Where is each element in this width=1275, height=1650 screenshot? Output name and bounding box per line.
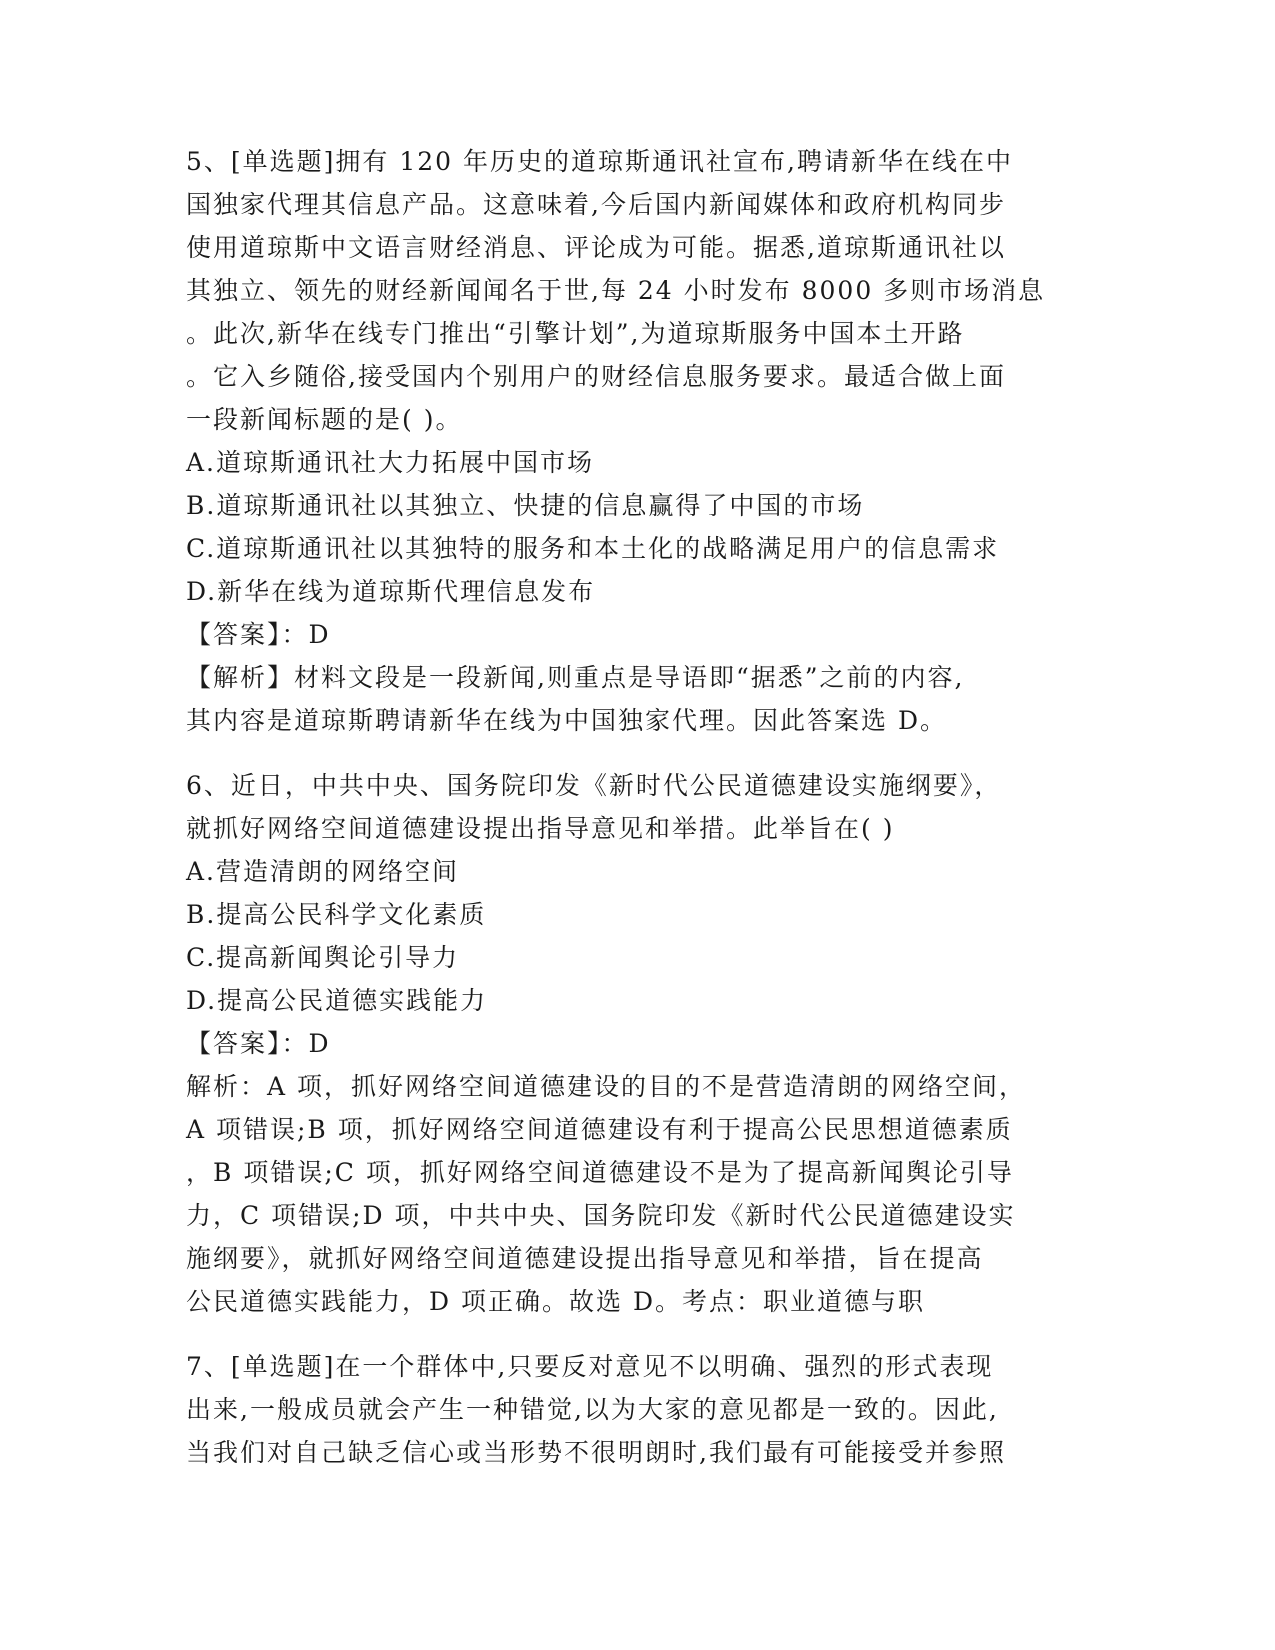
text-line: 7、[单选题]在一个群体中,只要反对意见不以明确、强烈的形式表现 bbox=[186, 1352, 994, 1381]
analysis-line: 其内容是道琼斯聘请新华在线为中国独家代理。因此答案选 D。 bbox=[186, 706, 947, 735]
answer-line: 【答案】：D bbox=[186, 620, 331, 649]
option-d: D.提高公民道德实践能力 bbox=[186, 986, 488, 1015]
option-c: C.道琼斯通讯社以其独特的服务和本土化的战略满足用户的信息需求 bbox=[186, 534, 1000, 563]
text-line: 。此次,新华在线专门推出“引擎计划”,为道琼斯服务中国本土开路 bbox=[186, 319, 965, 348]
analysis-line: 力，C 项错误;D 项，中共中央、国务院印发《新时代公民道德建设实 bbox=[186, 1201, 1016, 1230]
text-line: 5、[单选题]拥有 120 年历史的道琼斯通讯社宣布,聘请新华在线在中 bbox=[186, 147, 1013, 176]
analysis-line: 【解析】材料文段是一段新闻,则重点是导语即“据悉”之前的内容, bbox=[186, 663, 965, 692]
option-c: C.提高新闻舆论引导力 bbox=[186, 943, 460, 972]
question-6 bbox=[186, 764, 1086, 1323]
text-line: 6、近日，中共中央、国务院印发《新时代公民道德建设实施纲要》， bbox=[186, 771, 1002, 800]
option-a: A.道琼斯通讯社大力拓展中国市场 bbox=[186, 448, 595, 477]
option-a: A.营造清朗的网络空间 bbox=[186, 857, 460, 886]
analysis-line: 公民道德实践能力，D 项正确。故选 D。考点：职业道德与职 bbox=[186, 1287, 925, 1316]
answer-line: 【答案】：D bbox=[186, 1029, 331, 1058]
text-line: 当我们对自己缺乏信心或当形势不很明朗时,我们最有可能接受并参照 bbox=[186, 1438, 1006, 1467]
text-line: 国独家代理其信息产品。这意味着,今后国内新闻媒体和政府机构同步 bbox=[186, 190, 1006, 219]
text-line: 使用道琼斯中文语言财经消息、评论成为可能。据悉,道琼斯通讯社以 bbox=[186, 233, 1006, 262]
option-d: D.新华在线为道琼斯代理信息发布 bbox=[186, 577, 596, 606]
analysis-line: A 项错误;B 项，抓好网络空间道德建设有利于提高公民思想道德素质 bbox=[186, 1115, 1013, 1144]
analysis-line: 施纲要》，就抓好网络空间道德建设提出指导意见和举措，旨在提高 bbox=[186, 1244, 984, 1273]
text-line: 一段新闻标题的是( )。 bbox=[186, 405, 463, 434]
question-7 bbox=[186, 1345, 1086, 1474]
text-line: 出来,一般成员就会产生一种错觉,以为大家的意见都是一致的。因此, bbox=[186, 1395, 999, 1424]
document-page bbox=[186, 140, 1086, 1496]
analysis-line: 解析：A 项，抓好网络空间道德建设的目的不是营造清朗的网络空间， bbox=[186, 1072, 1027, 1101]
question-5 bbox=[186, 140, 1086, 742]
analysis-line: ，B 项错误;C 项，抓好网络空间道德建设不是为了提高新闻舆论引导 bbox=[186, 1158, 1014, 1187]
text-line: 。它入乡随俗,接受国内个别用户的财经信息服务要求。最适合做上面 bbox=[186, 362, 1006, 391]
option-b: B.道琼斯通讯社以其独立、快捷的信息赢得了中国的市场 bbox=[186, 491, 865, 520]
text-line: 就抓好网络空间道德建设提出指导意见和举措。此举旨在( ) bbox=[186, 814, 895, 843]
option-b: B.提高公民科学文化素质 bbox=[186, 900, 487, 929]
text-line: 其独立、领先的财经新闻闻名于世,每 24 小时发布 8000 多则市场消息 bbox=[186, 276, 1046, 305]
